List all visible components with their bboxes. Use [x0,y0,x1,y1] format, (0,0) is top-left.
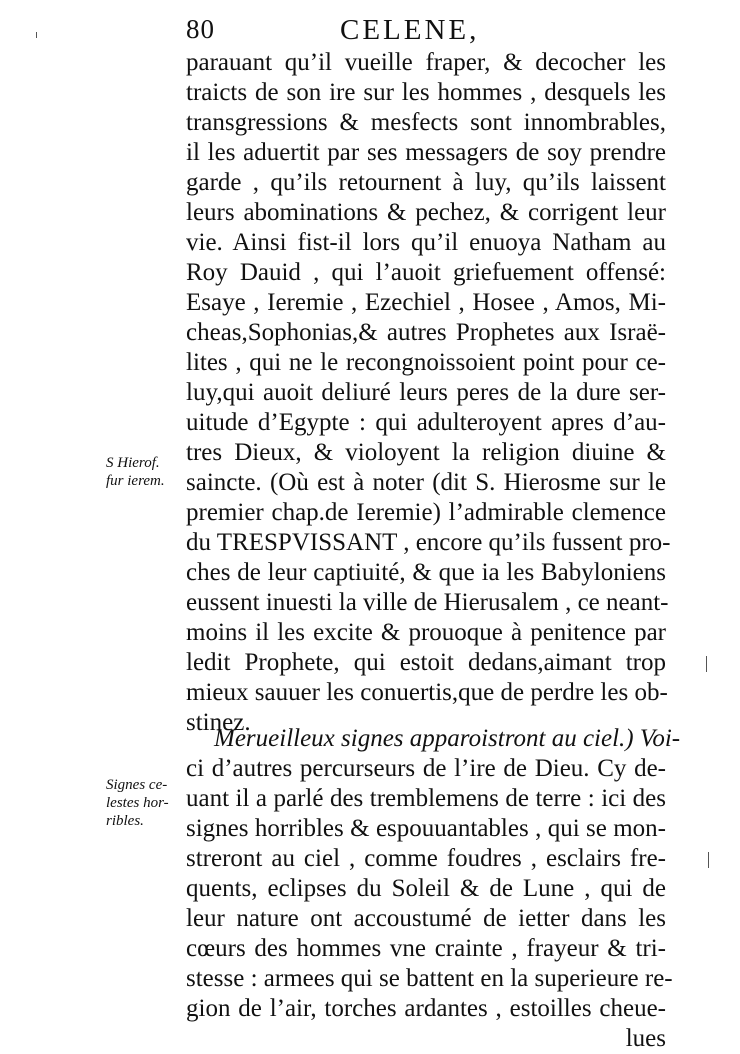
text-line: parauant qu’il vueille fraper, & decocher les [186,49,666,76]
text-line: ci d’autres percurseurs de l’ire de Dieu. Cy de- [186,755,666,782]
text-line: tres Dieux, & violoyent la religion diuine & [186,439,666,466]
scan-mark [36,32,37,38]
text-line: cœurs des hommes vne crainte , frayeur & tri- [186,935,666,962]
text-line: vie. Ainsi fist-il lors qu’il enuoya Natham au [186,229,666,256]
margin-note-line: ribles. [106,813,144,829]
text-line: lues [625,1025,666,1052]
text-line: Esaye , Ieremie , Ezechiel , Hosee , Amos, Mi- [186,289,666,316]
text-line: saincte. (Où est à noter (dit S. Hierosme sur le [186,469,666,496]
margin-note-line: S Hierof. [106,455,160,471]
text-line: Merueilleux signes apparoistront au ciel.) Voi- [214,725,681,752]
text-line: leurs abominations & pechez, & corrigent leur [186,199,666,226]
text-line: cheas,Sophonias,& autres Prophetes aux Israë- [186,319,666,346]
text-line: il les aduertit par ses messagers de soy prendre [186,139,666,166]
text-line: luy,qui auoit deliuré leurs peres de la dure ser- [186,379,666,406]
text-line: garde , qu’ils retournent à luy, qu’ils laissent [186,169,666,196]
text-line: quents, eclipses du Soleil & de Lune , qui de [186,875,666,902]
text-line: gion de l’air, torches ardantes , estoilles cheue- [186,995,666,1022]
text-line: Roy Dauid , qui l’auoit griefuement offensé: [186,259,666,286]
text-line: traicts de son ire sur les hommes , desquels les [186,79,666,106]
text-line: eussent inuesti la ville de Hierusalem , ce neant- [186,589,669,616]
running-title: CELENE, [340,14,480,46]
text-line: moins il les excite & prouoque à penitence par [186,619,666,646]
text-line: stesse : armees qui se battent en la superieure re- [186,965,673,992]
text-line: du TRESPVISSANT , encore qu’ils fussent pro- [186,529,671,556]
margin-note-line: Signes ce- [106,777,168,793]
scan-mark [706,656,707,672]
text-line: leur nature ont accoustumé de ietter dans les [186,905,666,932]
margin-note-line: lestes hor- [106,795,169,811]
text-line: signes horribles & espouuantables , qui se mon- [186,815,666,842]
page-number: 80 [186,14,215,44]
text-line: stinez. [186,709,251,736]
margin-note-signes [106,776,184,830]
text-line: lites , qui ne le recongnoissoient point pour ce- [186,349,666,376]
text-line: streront au ciel , comme foudres , esclairs fre- [186,845,666,872]
margin-note-line: fur ierem. [106,473,165,489]
running-head [186,14,666,50]
text-line: ches de leur captiuité, & que ia les Babyloniens [186,559,666,586]
text-line: mieux sauuer les conuertis,que de perdre les ob- [186,679,668,706]
scan-mark [708,852,709,868]
margin-note-hierosme [106,454,184,490]
text-line: transgressions & mesfects sont innombrables, [186,109,666,136]
text-line: uitude d’Egypte : qui adulteroyent apres d’au- [186,409,666,436]
body-text [186,48,681,1052]
text-line: uant il a parlé des tremblemens de terre : ici des [186,785,666,812]
text-line: ledit Prophete, qui estoit dedans,aimant trop [186,649,666,676]
text-line: premier chap.de Ieremie) l’admirable clemence [186,499,666,526]
